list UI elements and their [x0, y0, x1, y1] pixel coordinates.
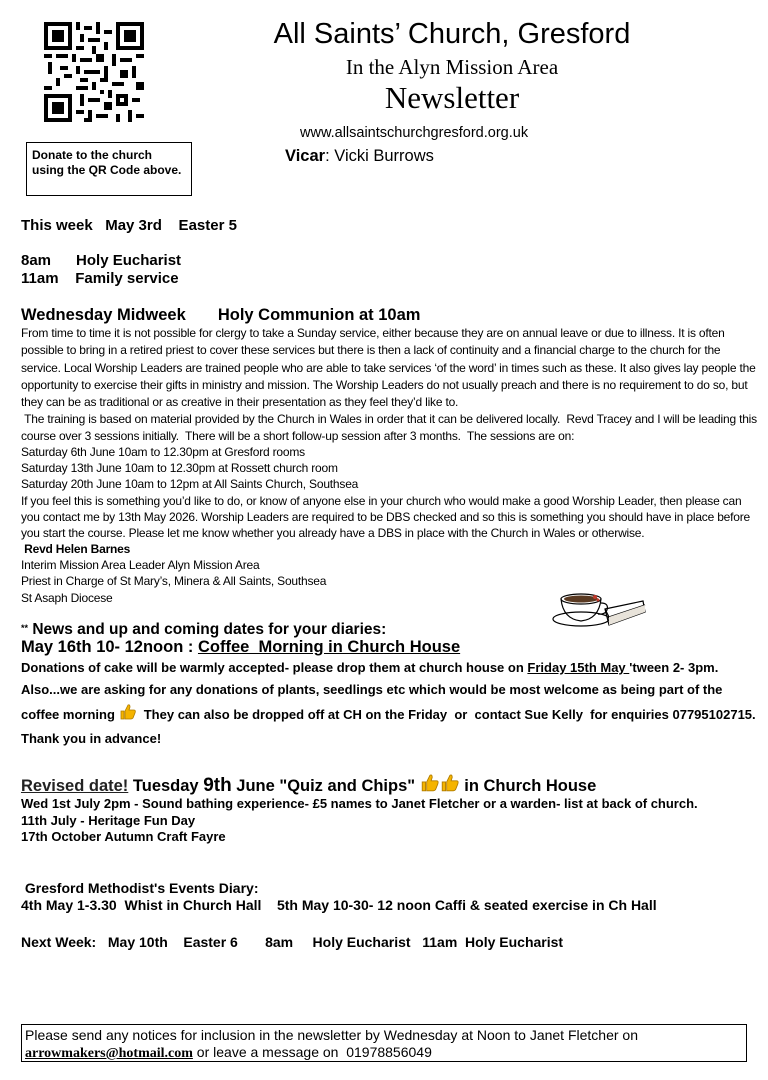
coffee-morning-detail [21, 703, 759, 726]
signature-line-2: Priest in Charge of St Mary’s, Minera & All Saints, Southsea [21, 574, 327, 589]
signature-name: Revd Helen Barnes [21, 542, 131, 557]
news-body [21, 657, 759, 749]
newsletter-heading: Newsletter [384, 80, 520, 115]
footer-notice-box [21, 1024, 747, 1062]
donations-date: Friday 15th May [527, 660, 630, 675]
coffee-cake-icon [551, 585, 647, 637]
sound-bathing-event: Wed 1st July 2pm - Sound bathing experience- £5 names to Janet Fletcher or a warden- list at back of church. [21, 796, 698, 811]
footer-phone-text: or leave a message on 01978856049 [192, 1044, 432, 1060]
thumbs-up-icon [119, 703, 137, 721]
midweek-para-3: If you feel this is something you’d like to do, or know of anyone else in your church who would make a good Worship Leader, then please can you contact me by 13th May 2026. Worship Leaders are required to be DBS checked and so this is something you should have in place before you start the course. Please let me know whether you already have a DBS in place with the Church in Wales or otherwise. [21, 493, 751, 541]
session-3: Saturday 20th June 10am to 12pm at All Saints Church, Southsea [21, 476, 359, 491]
signature-line-3: St Asaph Diocese [21, 590, 113, 605]
signature-line-1: Interim Mission Area Leader Alyn Mission Area [21, 558, 260, 573]
midweek-body [21, 325, 759, 606]
heritage-event: 11th July - Heritage Fun Day [21, 812, 196, 828]
plants-line: Also...we are asking for any donations of plants, seedlings etc which would be most welcome as being part of the [21, 681, 723, 697]
donations-line [21, 657, 759, 679]
quiz-day: Tuesday [128, 777, 204, 795]
next-week-line: Next Week: May 10th Easter 6 8am Holy Eucharist 11am Holy Eucharist [21, 934, 564, 950]
donate-box: Donate to the church using the QR Code above. [26, 142, 192, 196]
session-2: Saturday 13th June 10am to 12.30pm at Rossett church room [21, 460, 338, 475]
coffee-morning-line [21, 638, 460, 657]
footer-line-2 [25, 1044, 743, 1062]
midweek-para-1: From time to time it is not possible for clergy to take a Sunday service, either because they are on annual leave or due to illness. It is often possible to bring in a retired priest to cover these services but there is then a lack of continuity and a financial charge to the church for the service. Local Worship Leaders are trained people who are able to take services ‘of the word’ in times such as these. It also gives lay people the opportunity to exercise their gifts in ministry and mission. The Worship Leaders do not usually preach and there is no requirement to do so, but they can be as traditional or as creative in their presentation as they feel they’d like to. [21, 326, 756, 410]
news-stars: ** [21, 623, 29, 633]
donations-text: Donations of cake will be warmly accepted- please drop them at church house on [21, 660, 528, 675]
methodist-heading: Gresford Methodist's Events Diary: [21, 880, 259, 896]
contact-email-link[interactable]: arrowmakers@hotmail.com [25, 1046, 193, 1061]
service-11am: 11am Family service [21, 270, 179, 287]
this-week-line: This week May 3rd Easter 5 [21, 217, 237, 234]
footer-line-1: Please send any notices for inclusion in the newsletter by Wednesday at Noon to Janet Fletcher on [25, 1027, 638, 1043]
vicar-name: : Vicki Burrows [325, 147, 434, 165]
donations-time: 'tween 2- 3pm. [629, 660, 719, 675]
news-heading-text: News and up and coming dates for your diaries: [28, 621, 387, 638]
coffee-dropoff-text: They can also be dropped off at CH on the Friday or contact Sue Kelly for enquiries 07795102715. [136, 707, 756, 723]
service-8am: 8am Holy Eucharist [21, 252, 182, 269]
events-list [21, 796, 721, 846]
coffee-morning-text: coffee morning [21, 707, 119, 723]
news-heading [21, 621, 386, 639]
quiz-location: in Church House [459, 777, 597, 795]
thumbs-up-icon [440, 773, 460, 793]
church-name-title: All Saints’ Church, Gresford [273, 18, 631, 50]
midweek-para-2: The training is based on material provided by the Church in Wales in order that it can be delivered locally. Revd Tracey and I will be leading this course over 3 sessions initially. There will be a short follow-up session after 3 months. The sessions are on: [21, 412, 761, 443]
vicar-line [285, 147, 434, 166]
quiz-title: June "Quiz and Chips" [231, 777, 420, 795]
quiz-9th: 9th [203, 775, 232, 796]
coffee-date: May 16th 10- 12noon : [21, 638, 198, 656]
thumbs-up-icon [420, 773, 440, 793]
quiz-line [21, 773, 596, 797]
revised-date-label: Revised date! [21, 777, 129, 795]
midweek-heading: Wednesday Midweek Holy Communion at 10am [21, 306, 421, 324]
qr-code-icon [44, 22, 144, 122]
coffee-title: Coffee Morning in Church House [197, 638, 461, 656]
craft-fayre-event: 17th October Autumn Craft Fayre [21, 829, 226, 844]
methodist-events: 4th May 1-3.30 Whist in Church Hall 5th May 10-30- 12 noon Caffi & seated exercise in Ch Hall [21, 897, 657, 913]
session-1: Saturday 6th June 10am to 12.30pm at Gresford rooms [21, 444, 305, 459]
vicar-label: Vicar [285, 147, 326, 165]
thanks-line: Thank you in advance! [21, 730, 162, 746]
website-link[interactable]: www.allsaintschurchgresford.org.uk [300, 125, 529, 141]
mission-area-subtitle: In the Alyn Mission Area [345, 55, 559, 79]
